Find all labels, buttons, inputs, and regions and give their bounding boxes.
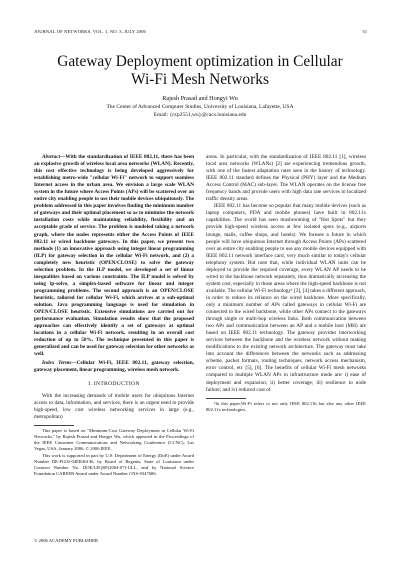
index-terms-text: Cellular Wi-Fi, IEEE 802.11, gateway selection, gateway placement, linear programming, wireless mesh network. [34, 360, 194, 374]
publisher-footer: © 2006 ACADEMY PUBLISHER [34, 538, 98, 543]
left-column [34, 154, 194, 477]
index-terms [34, 360, 194, 374]
abstract-text: With the standardization of IEEE 802.11, there has been an explosive growth of wireless local area networks (WLAN). Recently, this cost effective technology is being developed aggressively for establishing metro-wide "cellular Wi-Fi" network to support seamless Internet access in the urban area. We envision a large scale WLAN system in the future where Access Points (APs) will be scattered over an entire city enabling people to use their mobile devices ubiquitously. The problem addressed in this paper involves finding the minimum number of gateways and their optimal placement so as to minimize the network installation costs while maintaining reliability, flexibility and an acceptable grade of service. The problem is modeled taking a network graph, where the nodes represents either the Access Points of IEEE 802.11 or wired backbone gateways. In this paper, we present two methods (1) an innovative approach using integer linear programming (ILP) for gateway selection in the cellular Wi-Fi network, and (2) a completely new heuristic (OPEN/CLOSE) to solve the gateway selection problem. In the ILP model, we developed a set of linear inequalities based on various constraints. The ILP model is solved by using lp-solve, a simplex-based software for linear and integer programming problems. The second approach is an OPEN/CLOSE heuristic, tailored for cellular Wi-Fi, which arrives at a sub-optimal solution. Java programming language is used for simulation in OPEN/CLOSE heuristic. Extensive simulations are carried out for performance evaluation. Simulation results show that the proposed approaches can effectively identify a set of gateways at optimal locations in a cellular Wi-Fi network, resulting in an overall cost reduction of up to 50%. The technique presented in this paper is generalized and can be used for gateway selection for other networks as well. [34, 154, 195, 358]
paper-title [0, 53, 400, 89]
right-paragraph-1: areas. In particular, with the standardization of IEEE 802.11 [1], wireless local area networks (WLANs) [2] are experiencing tremendous growth, with one of the fastest adaptation rates seen in the history of technology. IEEE 802.11 standard defines the Physical (PHY) layer and the Medium Access Control (MAC) sub-layer. The WLAN operates on the license free frequency bands and provide users with high data rate services in localized traffic density areas. [206, 154, 366, 203]
abstract-lead: Abstract— [42, 154, 66, 160]
footnote-paper-origin: This paper is based on "Minimum-Cost Gateway Deployment in Cellular Wi-Fi Networks," by Rajesh Prasad and Hongyi Wu, which appeared in the Proceedings of the IEEE Consumer Communications and Networking Conference (CCNC), Las Vegas, USA, January 2006. © 2006 IEEE. [34, 427, 194, 452]
right-paragraph-2: IEEE 802.11 has become so popular that many mobile devices (such as laptop computers, PDA and mobile phones) have built in 802.11x capabilities. The world has seen mushrooming of "Hot Spots" but they provide high-speed wireless access at few isolated spots (e.g., airports lounge, malls, coffee shops, and hotels). We foresee a future in which people will have ubiquitous Internet through Access Points (APs) scattered over an entire city enabling people to use any mobile devices equipped with IEEE 802.11 network interface card, very much similar to today's cellular telephony system. But note that, while individual WLAN units can be deployed to provide the required coverage, every WLAN AP needs to be wired to the backbone network separately, thus dramatically increasing the system cost, especially in those areas where the high-speed backbone is not available. The cellular Wi-Fi technology¹ [3], [4] takes a different approach, in order to reduce its reliance on the wired backbone. More specifically, only a minimum number of APs called gateways in cellular Wi-Fi are connected to the wired backbone, while other APs connect to the gateways through single or multi-hop wireless links. Both communication between two APs and communication between an AP and a mobile host (MH) are based on IEEE 802.11 technology. The gateway provides interworking services between the backbone and the wireless network without making modifications to the existing network architecture. The gateway must take into account the differences between the networks such as addressing scheme, packet formats, routing techniques, network access mechanism, error control, etc [5], [6]. The benefits of cellular Wi-Fi mesh networks compared to multiple WLAN APs in infrastructure mode are: i) ease of deployment and expansion; ii) better coverage; iii) resilience to node failure; and iv) reduced cost of [206, 203, 366, 393]
running-header-page-number: 51 [362, 29, 367, 34]
paper-title-line2: Wi-Fi Mesh Networks [131, 71, 269, 88]
index-terms-lead: Index Terms— [42, 360, 77, 367]
footnote-wifi: ¹In this paper,Wi-Fi refers to not only IEEE 802.11b but also any other IEEE 802.11x technologies. [206, 400, 366, 412]
email: Email: {rxp2551,wu}@cacs.louisiana.edu [153, 112, 247, 118]
authors: Rajesh Prasad and Hongyi Wu [162, 95, 238, 102]
section-heading-introduction: I. INTRODUCTION [88, 381, 140, 388]
footnote-rule [34, 425, 74, 426]
right-column [206, 154, 366, 413]
footnote-rule-right [206, 398, 246, 399]
abstract [34, 154, 194, 358]
footnote-funding: This work is supported in part by U.S. Department of Energy (DoE) under Award Number DE-FG02-04ER46136, by Board of Regents, State of Louisiana under Contract Number No. DOE/LEQSF(2004-07)-ULL, and by National Science Foundation CAREER Award under Award Number CNS-0347686. [34, 452, 194, 477]
affiliation: The Center of Advanced Computer Studies, University of Louisiana, Lafayette, USA [106, 104, 294, 110]
intro-paragraph: With the increasing demands of mobile users for ubiquitous Internet access to data, information, and services, there is an urgent need to provide high-speed, low cost wireless networking services in large (e.g., metropolitan) [34, 392, 194, 420]
paper-title-line1: Gateway Deployment optimization in Cellular [57, 53, 343, 70]
running-header-journal: JOURNAL OF NETWORKS, VOL. 1, NO. 3, JULY 2006 [34, 29, 146, 34]
